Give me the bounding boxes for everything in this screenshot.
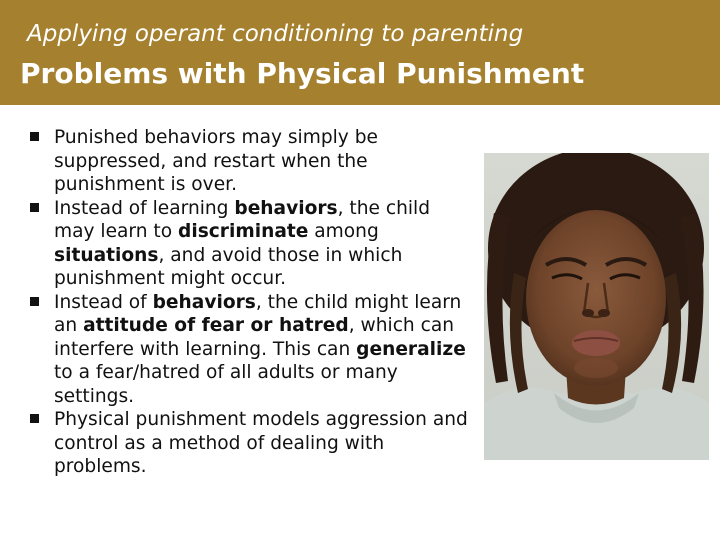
- bold-term: generalize: [356, 338, 466, 360]
- text-segment: to a fear/hatred of all adults or many settings.: [54, 362, 398, 407]
- photo-illustration: [484, 153, 709, 460]
- bold-term: attitude of fear or hatred: [83, 315, 349, 336]
- text-segment: , the child might learn an: [54, 291, 462, 336]
- bold-term: discriminate: [178, 221, 309, 242]
- text-segment: , and avoid those in which punishment might occur.: [54, 244, 403, 289]
- bullet-item: [30, 126, 475, 197]
- slide-title: Problems with Physical Punishment: [20, 57, 585, 90]
- bullet-list: [30, 126, 475, 479]
- bullet-item: [30, 291, 475, 409]
- bold-term: situations: [54, 244, 159, 266]
- text-segment: among: [308, 221, 379, 242]
- square-bullet-icon: [30, 414, 39, 423]
- square-bullet-icon: [30, 132, 39, 141]
- girl-frowning-photo: [484, 153, 709, 460]
- bold-term: behaviors: [234, 197, 338, 219]
- bullet-text: [54, 127, 378, 195]
- text-segment: , which can interfere with learning. This can: [54, 315, 455, 360]
- text-segment: Punished behaviors may simply be suppressed, and restart when the punishment is over.: [54, 127, 378, 195]
- text-segment: Instead of: [54, 291, 153, 313]
- text-segment: Physical punishment models aggression and control as a method of dealing with problems.: [54, 409, 468, 477]
- bullet-text: [54, 409, 468, 477]
- square-bullet-icon: [30, 203, 39, 212]
- text-segment: Instead of learning: [54, 197, 235, 219]
- text-segment: , the child may learn to: [54, 197, 430, 242]
- bold-term: behaviors: [152, 291, 256, 313]
- square-bullet-icon: [30, 297, 39, 306]
- bullet-text: [54, 198, 430, 290]
- slide-header: [0, 0, 720, 105]
- bullet-item: [30, 197, 475, 291]
- bullet-item: [30, 408, 475, 479]
- slide-subtitle: Applying operant conditioning to parenting: [27, 21, 524, 47]
- bullet-text: [54, 292, 466, 407]
